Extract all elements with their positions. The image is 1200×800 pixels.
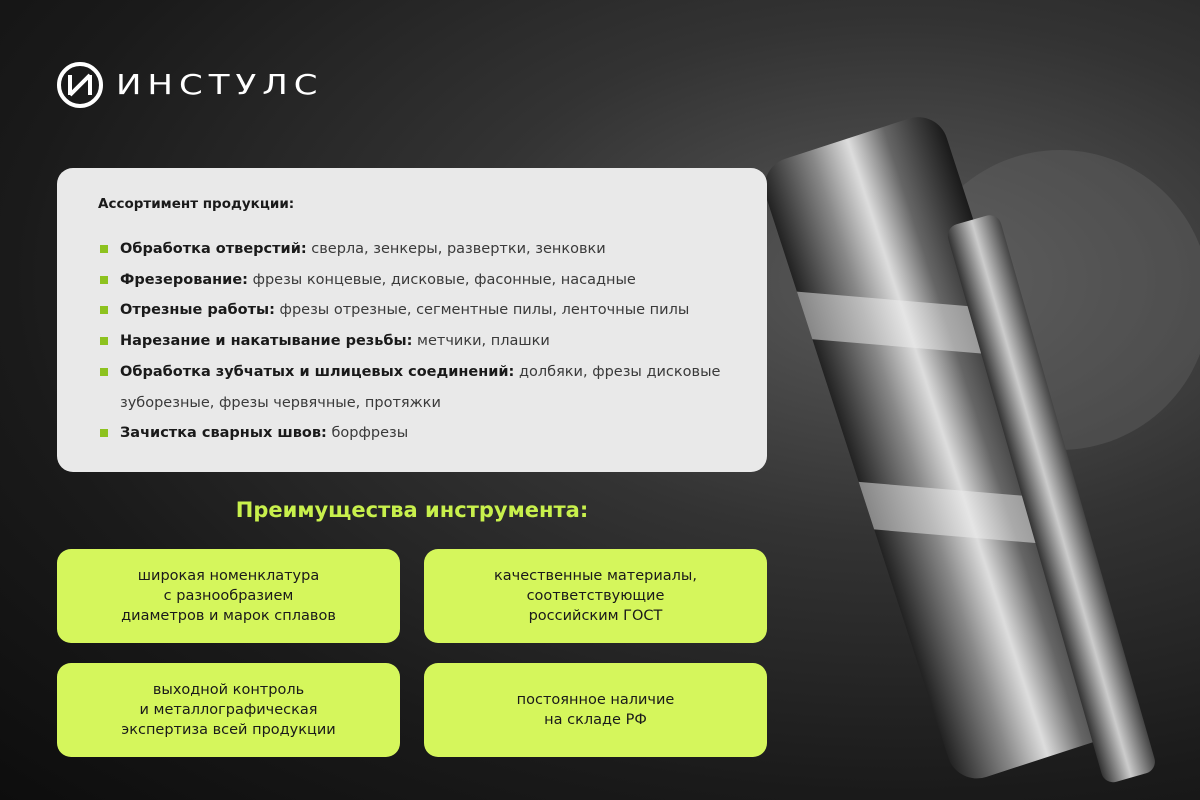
item-label: Нарезание и накатывание резьбы: [120, 333, 413, 350]
advantages-title: Преимущества инструмента: [235, 498, 589, 522]
item-label: Отрезные работы: [120, 302, 275, 319]
list-item [97, 234, 727, 265]
assortment-title: Ассортимент продукции: [98, 196, 295, 212]
item-value: долбяки, фрезы дисковые зуборезные, фрезы червячные, протяжки [120, 363, 721, 411]
item-value: сверла, зенкеры, развертки, зенковки [306, 241, 606, 257]
item-text [120, 326, 550, 357]
item-text [120, 265, 636, 296]
bullet-icon [100, 368, 108, 376]
item-label: Фрезерование: [120, 271, 248, 288]
assortment-card [57, 168, 767, 472]
assortment-list [97, 234, 727, 449]
item-text [120, 357, 727, 418]
bullet-icon [100, 306, 108, 314]
advantage-box: широкая номенклатура с разнообразием диаметров и марок сплавов [57, 549, 400, 643]
item-label: Зачистка сварных швов: [120, 425, 327, 442]
item-text [120, 418, 408, 449]
bullet-icon [100, 245, 108, 253]
item-value: фрезы отрезные, сегментные пилы, ленточные пилы [274, 302, 690, 319]
list-item [97, 357, 727, 418]
list-item [97, 418, 727, 449]
list-item [97, 326, 727, 357]
item-value: борфрезы [326, 425, 409, 442]
bullet-icon [100, 429, 108, 437]
bullet-icon [100, 337, 108, 345]
list-item [97, 265, 727, 296]
item-label: Обработка отверстий: [120, 241, 307, 257]
item-value: фрезы концевые, дисковые, фасонные, насадные [247, 271, 636, 288]
item-label: Обработка зубчатых и шлицевых соединений: [120, 363, 515, 380]
brand-name: ИНСТУЛС [116, 69, 324, 101]
item-text [120, 295, 689, 326]
item-text [120, 234, 606, 265]
list-item [97, 295, 727, 326]
item-value: метчики, плашки [412, 333, 550, 350]
advantage-box: качественные материалы, соответствующие российским ГОСТ [424, 549, 767, 643]
advantage-box: выходной контроль и металлографическая экспертиза всей продукции [57, 663, 400, 757]
bullet-icon [100, 276, 108, 284]
logo-icon [56, 61, 104, 109]
brand-logo [56, 61, 324, 109]
advantage-box: постоянное наличие на складе РФ [424, 663, 767, 757]
